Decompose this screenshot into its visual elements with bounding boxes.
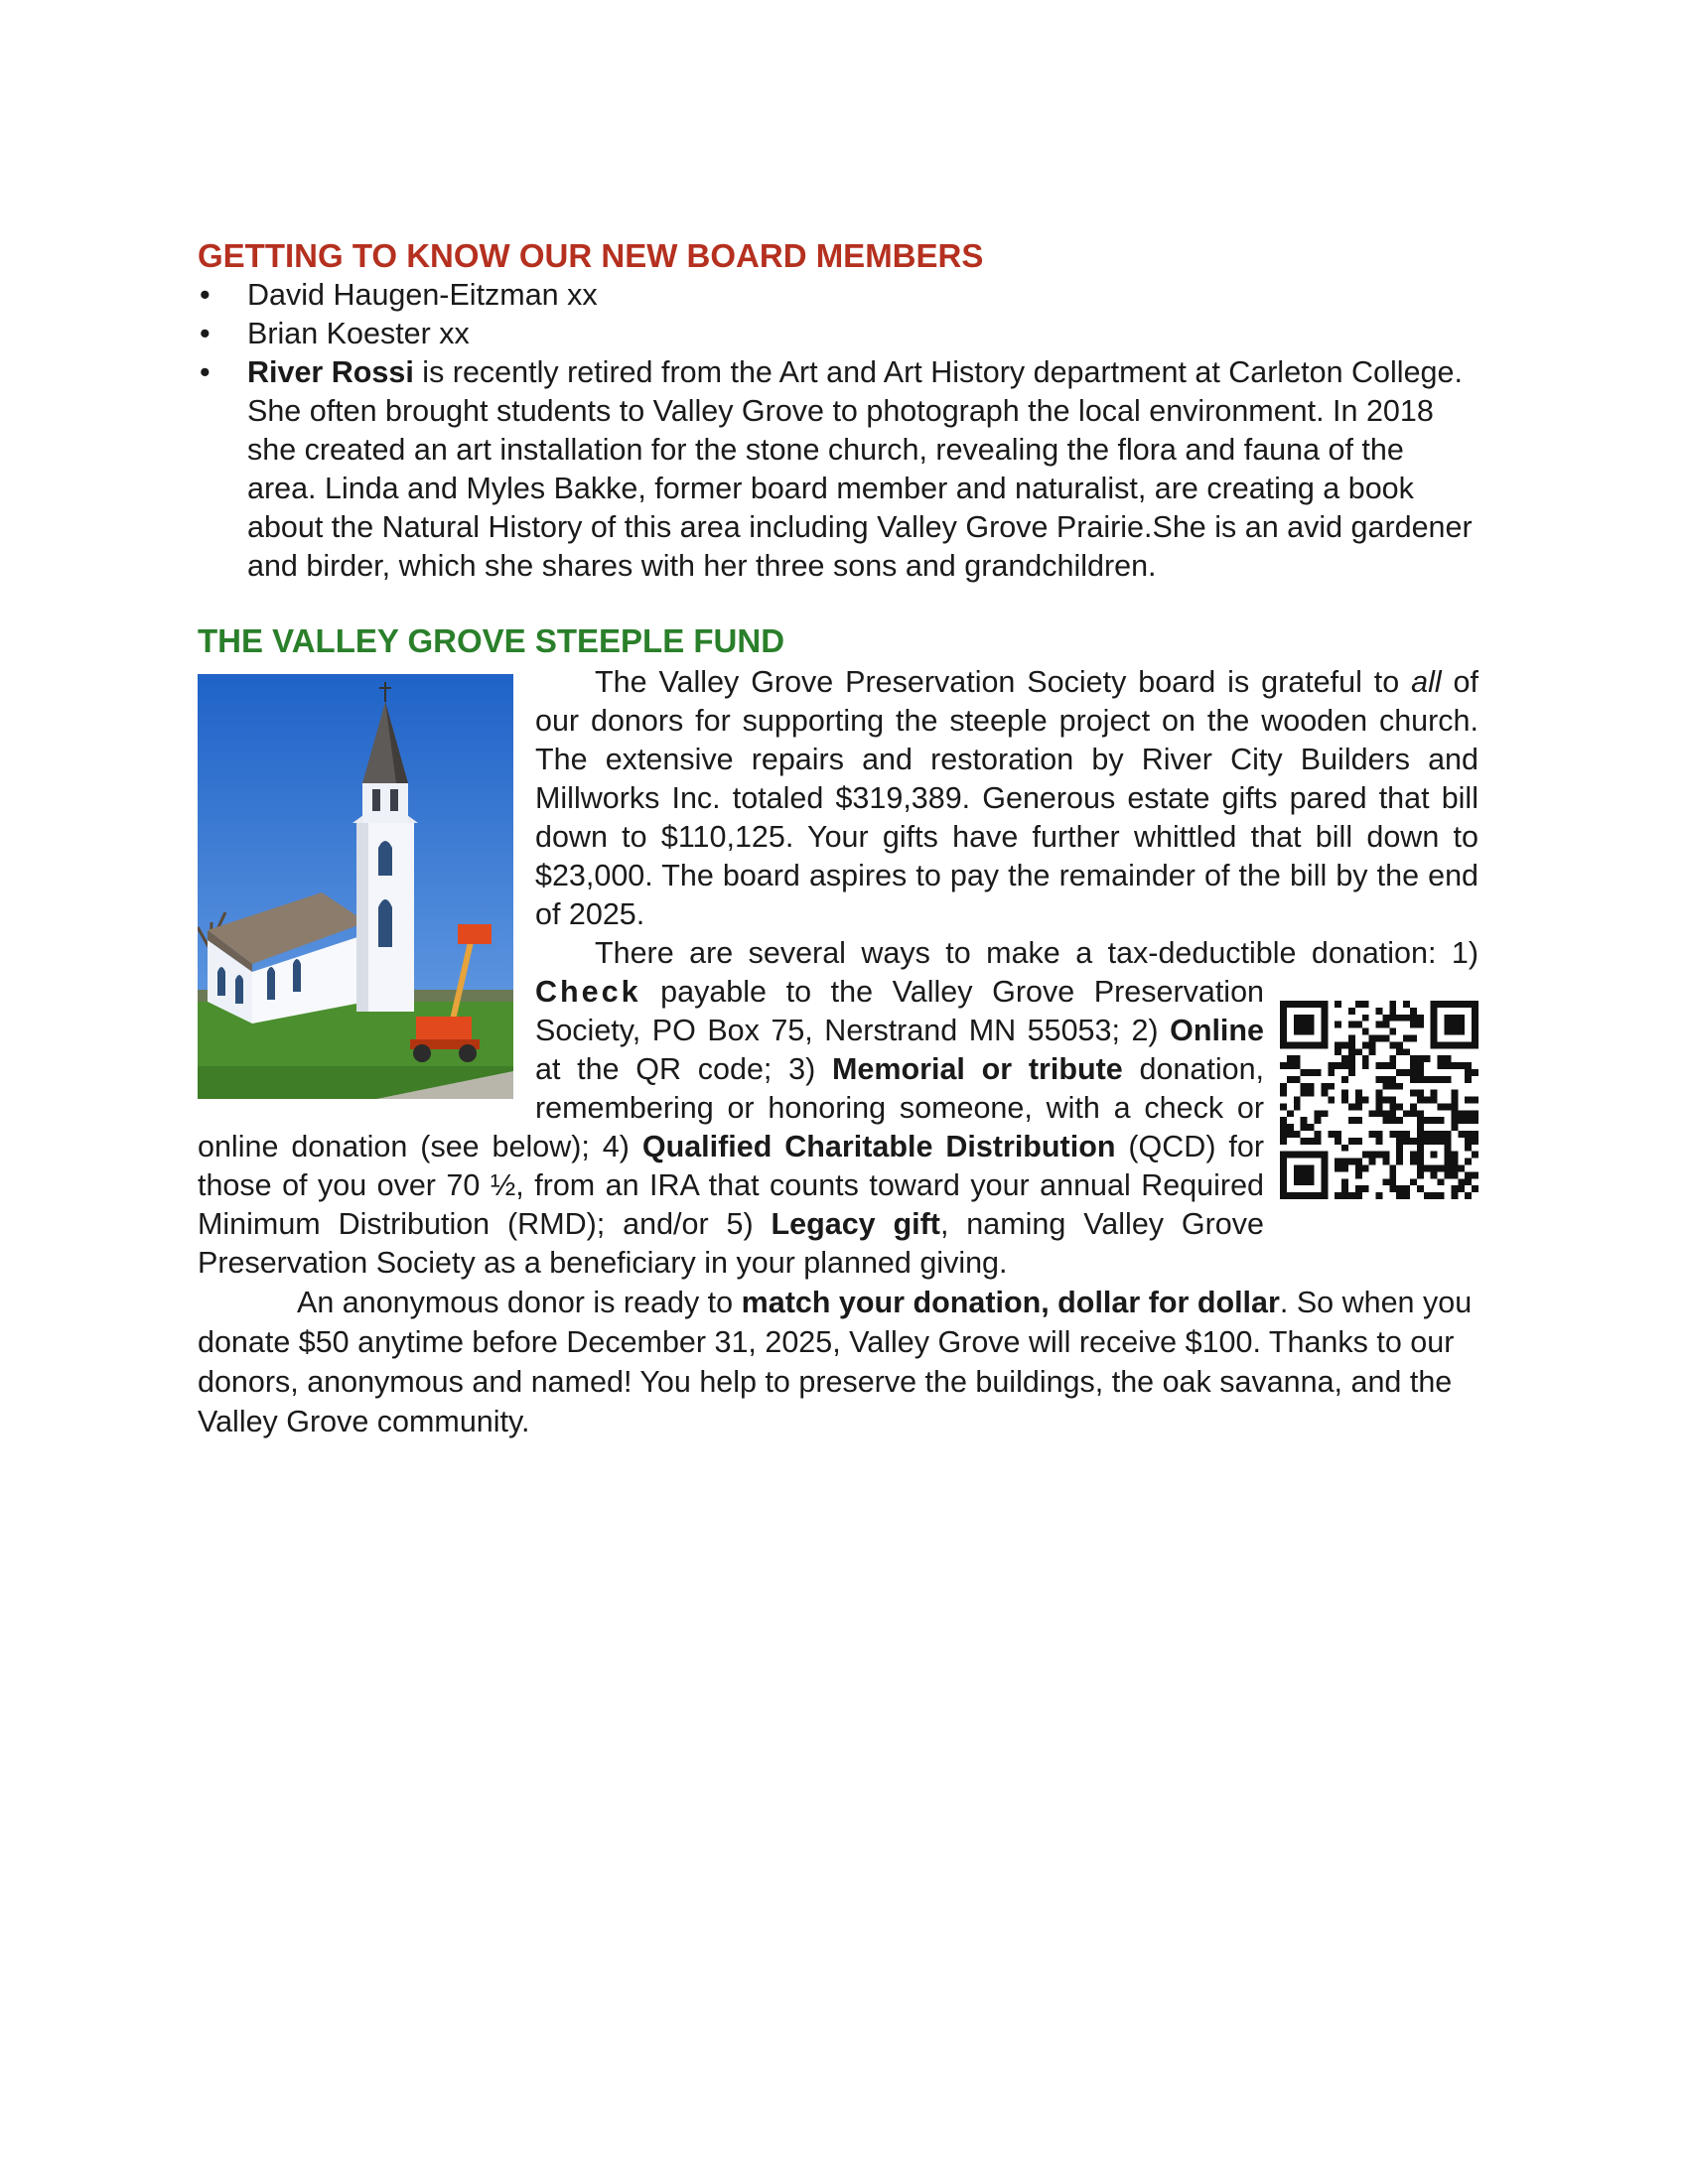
steeple-text: donation, remembering or honoring someone, with a check or online donation (see below); 4) — [198, 1052, 1265, 1163]
steeple-fund-heading: THE VALLEY GROVE STEEPLE FUND — [198, 622, 785, 659]
emphasis-text: all — [1411, 665, 1442, 699]
option-online: Online — [1170, 1014, 1264, 1047]
steeple-text: . So when you donate $50 anytime before December 31, 2025, Valley Grove will receive $100. Thanks to our donors, anonymous and named! You help to preserve the buildings, the oak savanna, and the Valley Grove community. — [198, 1286, 1473, 1438]
page-content — [198, 236, 1478, 1441]
steeple-text: The Valley Grove Preservation Society board is grateful to — [595, 665, 1412, 699]
steeple-text: payable to the Valley Grove Preservation Society, PO Box 75, Nerstrand MN 55053; 2) — [535, 975, 1264, 1047]
board-members-heading: GETTING TO KNOW OUR NEW BOARD MEMBERS — [198, 237, 984, 274]
option-legacy: Legacy gift — [771, 1207, 940, 1241]
steeple-text: An anonymous donor is ready to — [297, 1286, 742, 1319]
member-name: David Haugen-Eitzman xx — [247, 278, 598, 312]
steeple-text: , naming Valley Grove Preservation Society as a beneficiary in your planned giving. — [198, 1207, 1264, 1280]
match-paragraph — [198, 1283, 1478, 1441]
option-qcd: Qualified Charitable Distribution — [641, 1130, 1116, 1163]
board-members-list — [198, 276, 1478, 586]
member-name: Brian Koester xx — [247, 317, 470, 350]
church-steeple-photo — [198, 674, 513, 1099]
list-item — [198, 315, 1478, 353]
qr-code-icon[interactable] — [1280, 1001, 1478, 1199]
steeple-fund-body — [198, 663, 1478, 1441]
steeple-text: of our donors for supporting the steeple project on the wooden church. The extensive repairs and restoration by River City Builders and Millworks Inc. totaled $319,389. Generous estate gifts pared that bill down to $110,125. Your gifts have further whittled that bill down to $23,000. The board aspires to pay the remainder of the bill by the end of 2025. — [535, 665, 1478, 931]
steeple-text: at the QR code; 3) — [535, 1052, 832, 1086]
option-check: Check — [535, 975, 641, 1009]
member-bio: is recently retired from the Art and Art History department at Carleton College. She often brought students to Valley Grove to photograph the local environment. In 2018 she created an art installation for the stone church, revealing the flora and fauna of the area. Linda and Myles Bakke, former board member and naturalist, are creating a book about the Natural History of this area including Valley Grove Prairie.She is an avid gardener and birder, which she shares with her three sons and grandchildren. — [247, 355, 1473, 583]
option-memorial: Memorial or tribute — [832, 1052, 1123, 1086]
match-emphasis: match your donation, dollar for dollar — [741, 1286, 1280, 1319]
option-number: 1) — [1451, 936, 1478, 970]
member-name: River Rossi — [247, 355, 414, 389]
list-item — [198, 276, 1478, 315]
list-item — [198, 353, 1478, 586]
steeple-text: (QCD) for those of you over 70 ½, from an IRA that counts toward your annual Required Minimum Distribution (RMD); and/or 5) — [198, 1130, 1264, 1241]
steeple-text: There are several ways to make a tax-deductible donation: — [595, 936, 1452, 970]
